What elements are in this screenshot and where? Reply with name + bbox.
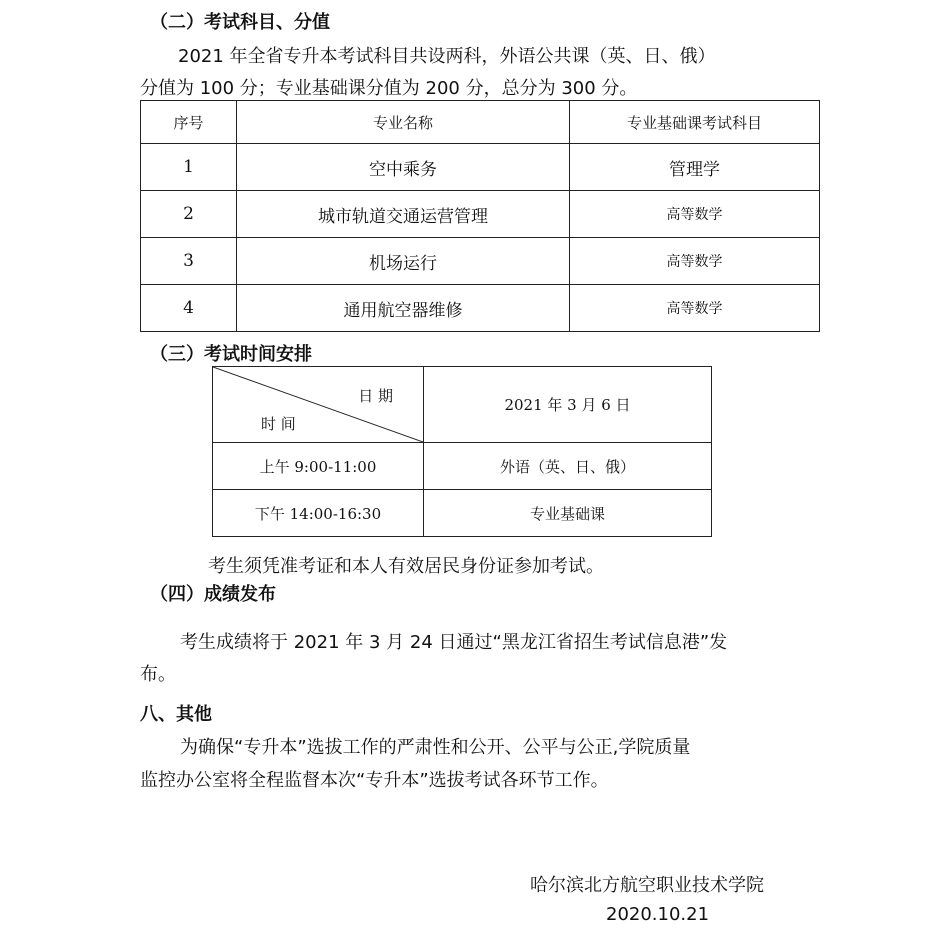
row-major: 机场运行: [237, 238, 570, 285]
header-major: 专业名称: [237, 101, 570, 144]
schedule-header-row: [213, 367, 712, 443]
section8-paragraph-line2: 监控办公室将全程监督本次“专升本”选拔考试各环节工作。: [140, 770, 609, 791]
row-major: 城市轨道交通运营管理: [237, 191, 570, 238]
row-no: 3: [141, 238, 237, 285]
row-major: 通用航空器维修: [237, 285, 570, 332]
table-header-row: [141, 101, 820, 144]
table-row: [141, 285, 820, 332]
corner-cell: [213, 367, 424, 443]
schedule-subject: 专业基础课: [424, 490, 712, 537]
row-no: 2: [141, 191, 237, 238]
section8-heading: 八、其他: [140, 704, 212, 725]
corner-date-label: 日 期: [358, 387, 393, 405]
section4-paragraph-line2: 布。: [140, 664, 176, 685]
schedule-date: 2021 年 3 月 6 日: [424, 367, 712, 443]
row-subject: 高等数学: [570, 191, 820, 238]
row-subject: 高等数学: [570, 238, 820, 285]
footer-date: 2020.10.21: [606, 904, 710, 925]
section3-note: 考生须凭准考证和本人有效居民身份证参加考试。: [208, 556, 604, 577]
table-row: [141, 144, 820, 191]
section4-paragraph-line1: 考生成绩将于 2021 年 3 月 24 日通过“黑龙江省招生考试信息港”发: [180, 632, 728, 653]
section2-heading: （二）考试科目、分值: [150, 12, 330, 33]
section2-paragraph-line1: 2021 年全省专升本考试科目共设两科，外语公共课（英、日、俄）: [178, 46, 716, 67]
section8-paragraph-line1: 为确保“专升本”选拔工作的严肃性和公开、公平与公正,学院质量: [180, 737, 691, 758]
header-subject: 专业基础课考试科目: [570, 101, 820, 144]
corner-time-label: 时 间: [261, 415, 296, 433]
row-subject: 管理学: [570, 144, 820, 191]
subjects-table: [140, 100, 820, 332]
section4-heading: （四）成绩发布: [150, 584, 276, 605]
schedule-table: [212, 366, 712, 537]
row-no: 1: [141, 144, 237, 191]
header-no: 序号: [141, 101, 237, 144]
table-row: [141, 191, 820, 238]
schedule-time: 上午 9:00-11:00: [213, 443, 424, 490]
table-row: [213, 443, 712, 490]
schedule-time: 下午 14:00-16:30: [213, 490, 424, 537]
table-row: [213, 490, 712, 537]
schedule-subject: 外语（英、日、俄）: [424, 443, 712, 490]
row-major: 空中乘务: [237, 144, 570, 191]
footer-organization: 哈尔滨北方航空职业技术学院: [530, 875, 764, 896]
row-no: 4: [141, 285, 237, 332]
row-subject: 高等数学: [570, 285, 820, 332]
table-row: [141, 238, 820, 285]
section2-paragraph-line2: 分值为 100 分；专业基础课分值为 200 分，总分为 300 分。: [140, 78, 638, 99]
section3-heading: （三）考试时间安排: [150, 344, 312, 365]
